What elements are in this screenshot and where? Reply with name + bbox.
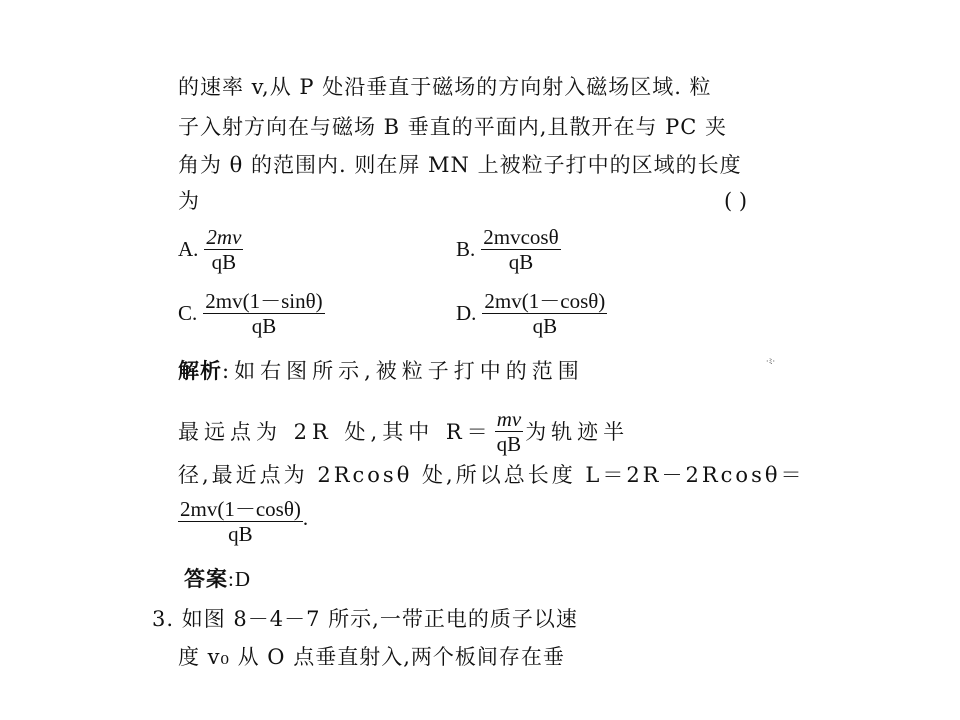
fraction-numerator: 2mv(1－cosθ) — [180, 497, 301, 521]
option-label: B. — [456, 237, 476, 261]
answer-heading: 答案 — [184, 567, 228, 591]
option-d — [456, 290, 607, 337]
option-c — [178, 290, 325, 337]
result-fraction — [178, 498, 303, 545]
fraction-denominator: qB — [496, 432, 522, 456]
option-label: D. — [456, 301, 477, 325]
analysis-result — [178, 498, 308, 545]
option-label: A. — [178, 237, 199, 261]
fraction-numerator: 2mvcosθ — [483, 225, 559, 249]
option-fraction — [482, 290, 607, 337]
analysis-text: 最远点为 2R 处,其中 R＝ — [178, 419, 493, 444]
figure-fragment: ·ﾐ· — [766, 357, 776, 366]
option-a — [178, 226, 243, 273]
analysis-line-3: 径,最近点为 2Rcosθ 处,所以总长度 L＝2R－2Rcosθ＝ — [178, 463, 805, 487]
analysis-heading: 解析 — [178, 359, 222, 383]
radius-fraction — [495, 408, 524, 455]
option-b — [456, 226, 561, 273]
analysis-line-1 — [178, 358, 584, 384]
analysis-text: 为轨迹半 — [525, 419, 630, 444]
question-line-3: 角为 θ 的范围内. 则在屏 MN 上被粒子打中的区域的长度 — [178, 153, 742, 177]
option-fraction — [204, 226, 243, 273]
fraction-numerator: 2mv(1－cosθ) — [484, 289, 606, 313]
fraction-numerator: mv — [496, 407, 522, 431]
fraction-denominator: qB — [532, 314, 558, 338]
question-line-2: 子入射方向在与磁场 B 垂直的平面内,且散开在与 PC 夹 — [178, 115, 728, 139]
fraction-denominator: qB — [211, 250, 237, 274]
analysis-text: :如右图所示,被粒子打中的范围 — [222, 359, 584, 383]
answer-bracket: ( ) — [724, 189, 748, 213]
analysis-line-2 — [178, 408, 629, 455]
question-line-1: 的速率 v,从 P 处沿垂直于磁场的方向射入磁场区域. 粒 — [178, 75, 712, 99]
fraction-denominator: qB — [508, 250, 534, 274]
next-question-line-1: 3. 如图 8－4－7 所示,一带正电的质子以速 — [152, 607, 578, 631]
next-question-line-2: 度 v₀ 从 O 点垂直射入,两个板间存在垂 — [178, 645, 565, 669]
fraction-denominator: qB — [251, 314, 277, 338]
fraction-denominator: qB — [228, 522, 253, 546]
option-label: C. — [178, 301, 198, 325]
period: . — [302, 506, 309, 530]
fraction-numerator: 2mv(1－sinθ) — [205, 289, 323, 313]
answer-value: :D — [228, 567, 251, 591]
fraction-numerator: 2mv — [206, 225, 242, 249]
option-fraction — [481, 226, 560, 273]
option-fraction — [203, 290, 324, 337]
answer-line — [184, 566, 251, 592]
question-line-4: 为 — [178, 189, 200, 213]
